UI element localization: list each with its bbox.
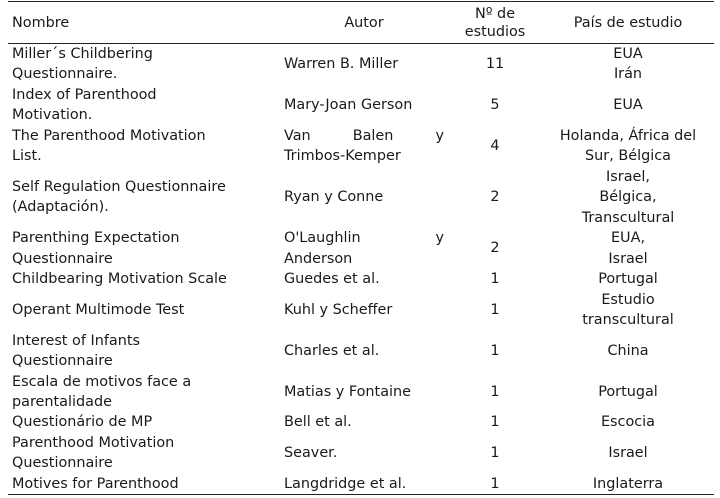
cell-country-line: Sur, Bélgica	[585, 148, 671, 165]
table-body	[8, 44, 714, 495]
cell-country-line: Irán	[613, 66, 643, 83]
cell-country	[542, 44, 714, 85]
cell-country-line: Bélgica,	[599, 189, 657, 206]
cell-country-line: transcultural	[582, 311, 674, 328]
table-row	[8, 85, 714, 126]
cell-name-line: Questionnaire	[12, 250, 113, 267]
table-row	[8, 433, 714, 474]
cell-author	[280, 412, 448, 432]
header-author: Autor	[280, 2, 448, 44]
cell-country	[542, 167, 714, 228]
cell-name-line: Questionnaire.	[12, 66, 118, 83]
cell-country-line: Portugal	[598, 383, 658, 400]
cell-country-line: Portugal	[598, 271, 658, 288]
cell-name	[8, 269, 280, 289]
cell-author-line: Trimbos-Kemper	[284, 148, 401, 165]
cell-author-line: Matias y Fontaine	[284, 383, 411, 400]
table-row	[8, 330, 714, 371]
header-study-count-line1: Nº de	[474, 5, 516, 22]
table-row	[8, 126, 714, 167]
cell-study-count: 2	[490, 240, 500, 257]
cell-country	[542, 371, 714, 412]
cell-name	[8, 44, 280, 85]
cell-author	[280, 474, 448, 495]
cell-author-line: Langdridge et al.	[284, 475, 407, 492]
cell-author	[280, 269, 448, 289]
header-name: Nombre	[8, 2, 280, 44]
cell-name	[8, 330, 280, 371]
cell-name-line: Interest of Infants	[12, 332, 140, 349]
cell-country	[542, 433, 714, 474]
table-row	[8, 44, 714, 85]
cell-country	[542, 289, 714, 330]
header-study-count-line2: estudios	[464, 23, 526, 40]
cell-study-count: 1	[490, 414, 500, 431]
cell-author-line: Van Balen y	[284, 127, 444, 144]
cell-country-line: Inglaterra	[592, 475, 664, 492]
cell-country-line: Israel	[608, 250, 648, 267]
cell-country	[542, 412, 714, 432]
cell-name	[8, 126, 280, 167]
cell-author-line: Kuhl y Scheffer	[284, 301, 393, 318]
table-row	[8, 228, 714, 269]
cell-name	[8, 371, 280, 412]
cell-country-line: Israel	[608, 445, 648, 462]
cell-country-line: EUA,	[610, 230, 646, 247]
cell-name-line: Index of Parenthood	[12, 86, 157, 103]
cell-name-line: The Parenthood Motivation	[12, 127, 206, 144]
cell-country	[542, 85, 714, 126]
cell-name	[8, 289, 280, 330]
cell-name-line: parentalidade	[12, 393, 112, 410]
cell-author-line: Bell et al.	[284, 414, 352, 431]
cell-name-line: Parenthood Motivation	[12, 434, 175, 451]
cell-name	[8, 85, 280, 126]
cell-author-line: Charles et al.	[284, 342, 380, 359]
cell-author	[280, 330, 448, 371]
cell-author	[280, 167, 448, 228]
cell-author-line: Warren B. Miller	[284, 56, 399, 73]
cell-name-line: Parenthing Expectation	[12, 230, 180, 247]
cell-name-line: Miller´s Childbering	[12, 46, 153, 62]
cell-author	[280, 371, 448, 412]
cell-country-line: Escocia	[600, 414, 656, 431]
cell-country	[542, 126, 714, 167]
cell-country	[542, 228, 714, 269]
cell-name-line: (Adaptación).	[12, 199, 109, 216]
cell-name-line: Questionnaire	[12, 352, 113, 369]
cell-author-line: O'Laughlin y	[284, 230, 444, 247]
cell-study-count: 1	[490, 445, 500, 462]
cell-name-line: Motivation.	[12, 107, 93, 124]
cell-name	[8, 433, 280, 474]
cell-author	[280, 126, 448, 167]
header-row	[8, 2, 714, 44]
table-row	[8, 474, 714, 495]
cell-study-count: 1	[490, 271, 500, 288]
cell-author	[280, 44, 448, 85]
cell-name-line: Self Regulation Questionnaire	[12, 179, 226, 196]
cell-name-line: Questionário de MP	[12, 414, 153, 431]
cell-study-count: 4	[490, 138, 500, 155]
cell-name	[8, 167, 280, 228]
cell-author-line: Guedes et al.	[284, 271, 380, 288]
cell-study-count: 2	[490, 189, 500, 206]
cell-study-count: 1	[490, 383, 500, 400]
cell-author-line: Ryan y Conne	[284, 189, 384, 206]
cell-study-count: 5	[490, 97, 500, 114]
table-row	[8, 371, 714, 412]
cell-study-count: 11	[485, 56, 505, 73]
table-row	[8, 412, 714, 432]
cell-author	[280, 85, 448, 126]
cell-author-line: Anderson	[284, 250, 353, 267]
cell-country-line: Transcultural	[581, 209, 675, 226]
cell-name-line: Motives for Parenthood	[12, 475, 179, 492]
cell-author	[280, 289, 448, 330]
cell-name	[8, 474, 280, 495]
cell-author	[280, 228, 448, 269]
studies-table	[8, 1, 714, 495]
cell-country-line: Estudio	[601, 291, 655, 308]
cell-name	[8, 412, 280, 432]
cell-country-line: China	[607, 342, 649, 359]
cell-name	[8, 228, 280, 269]
header-country: País de estudio	[542, 2, 714, 44]
cell-country-line: Israel,	[606, 168, 650, 185]
cell-name-line: Questionnaire	[12, 455, 113, 472]
cell-author-line: Seaver.	[284, 445, 338, 462]
cell-study-count: 1	[448, 474, 542, 495]
cell-author-line: Mary-Joan Gerson	[284, 97, 413, 114]
cell-country-line: EUA	[613, 46, 643, 62]
cell-study-count: 1	[490, 342, 500, 359]
table-row	[8, 167, 714, 228]
cell-author	[280, 433, 448, 474]
table-row	[8, 289, 714, 330]
cell-name-line: Childbearing Motivation Scale	[12, 271, 227, 288]
table-row	[8, 269, 714, 289]
cell-country-line: Holanda, África del	[559, 127, 697, 144]
cell-country	[542, 474, 714, 495]
cell-name-line: Escala de motivos face a	[12, 373, 192, 390]
cell-country-line: EUA	[613, 97, 643, 114]
cell-country	[542, 269, 714, 289]
cell-name-line: List.	[12, 148, 42, 165]
cell-study-count: 1	[490, 301, 500, 318]
cell-country	[542, 330, 714, 371]
header-study-count	[448, 2, 542, 44]
cell-name-line: Operant Multimode Test	[12, 301, 185, 318]
